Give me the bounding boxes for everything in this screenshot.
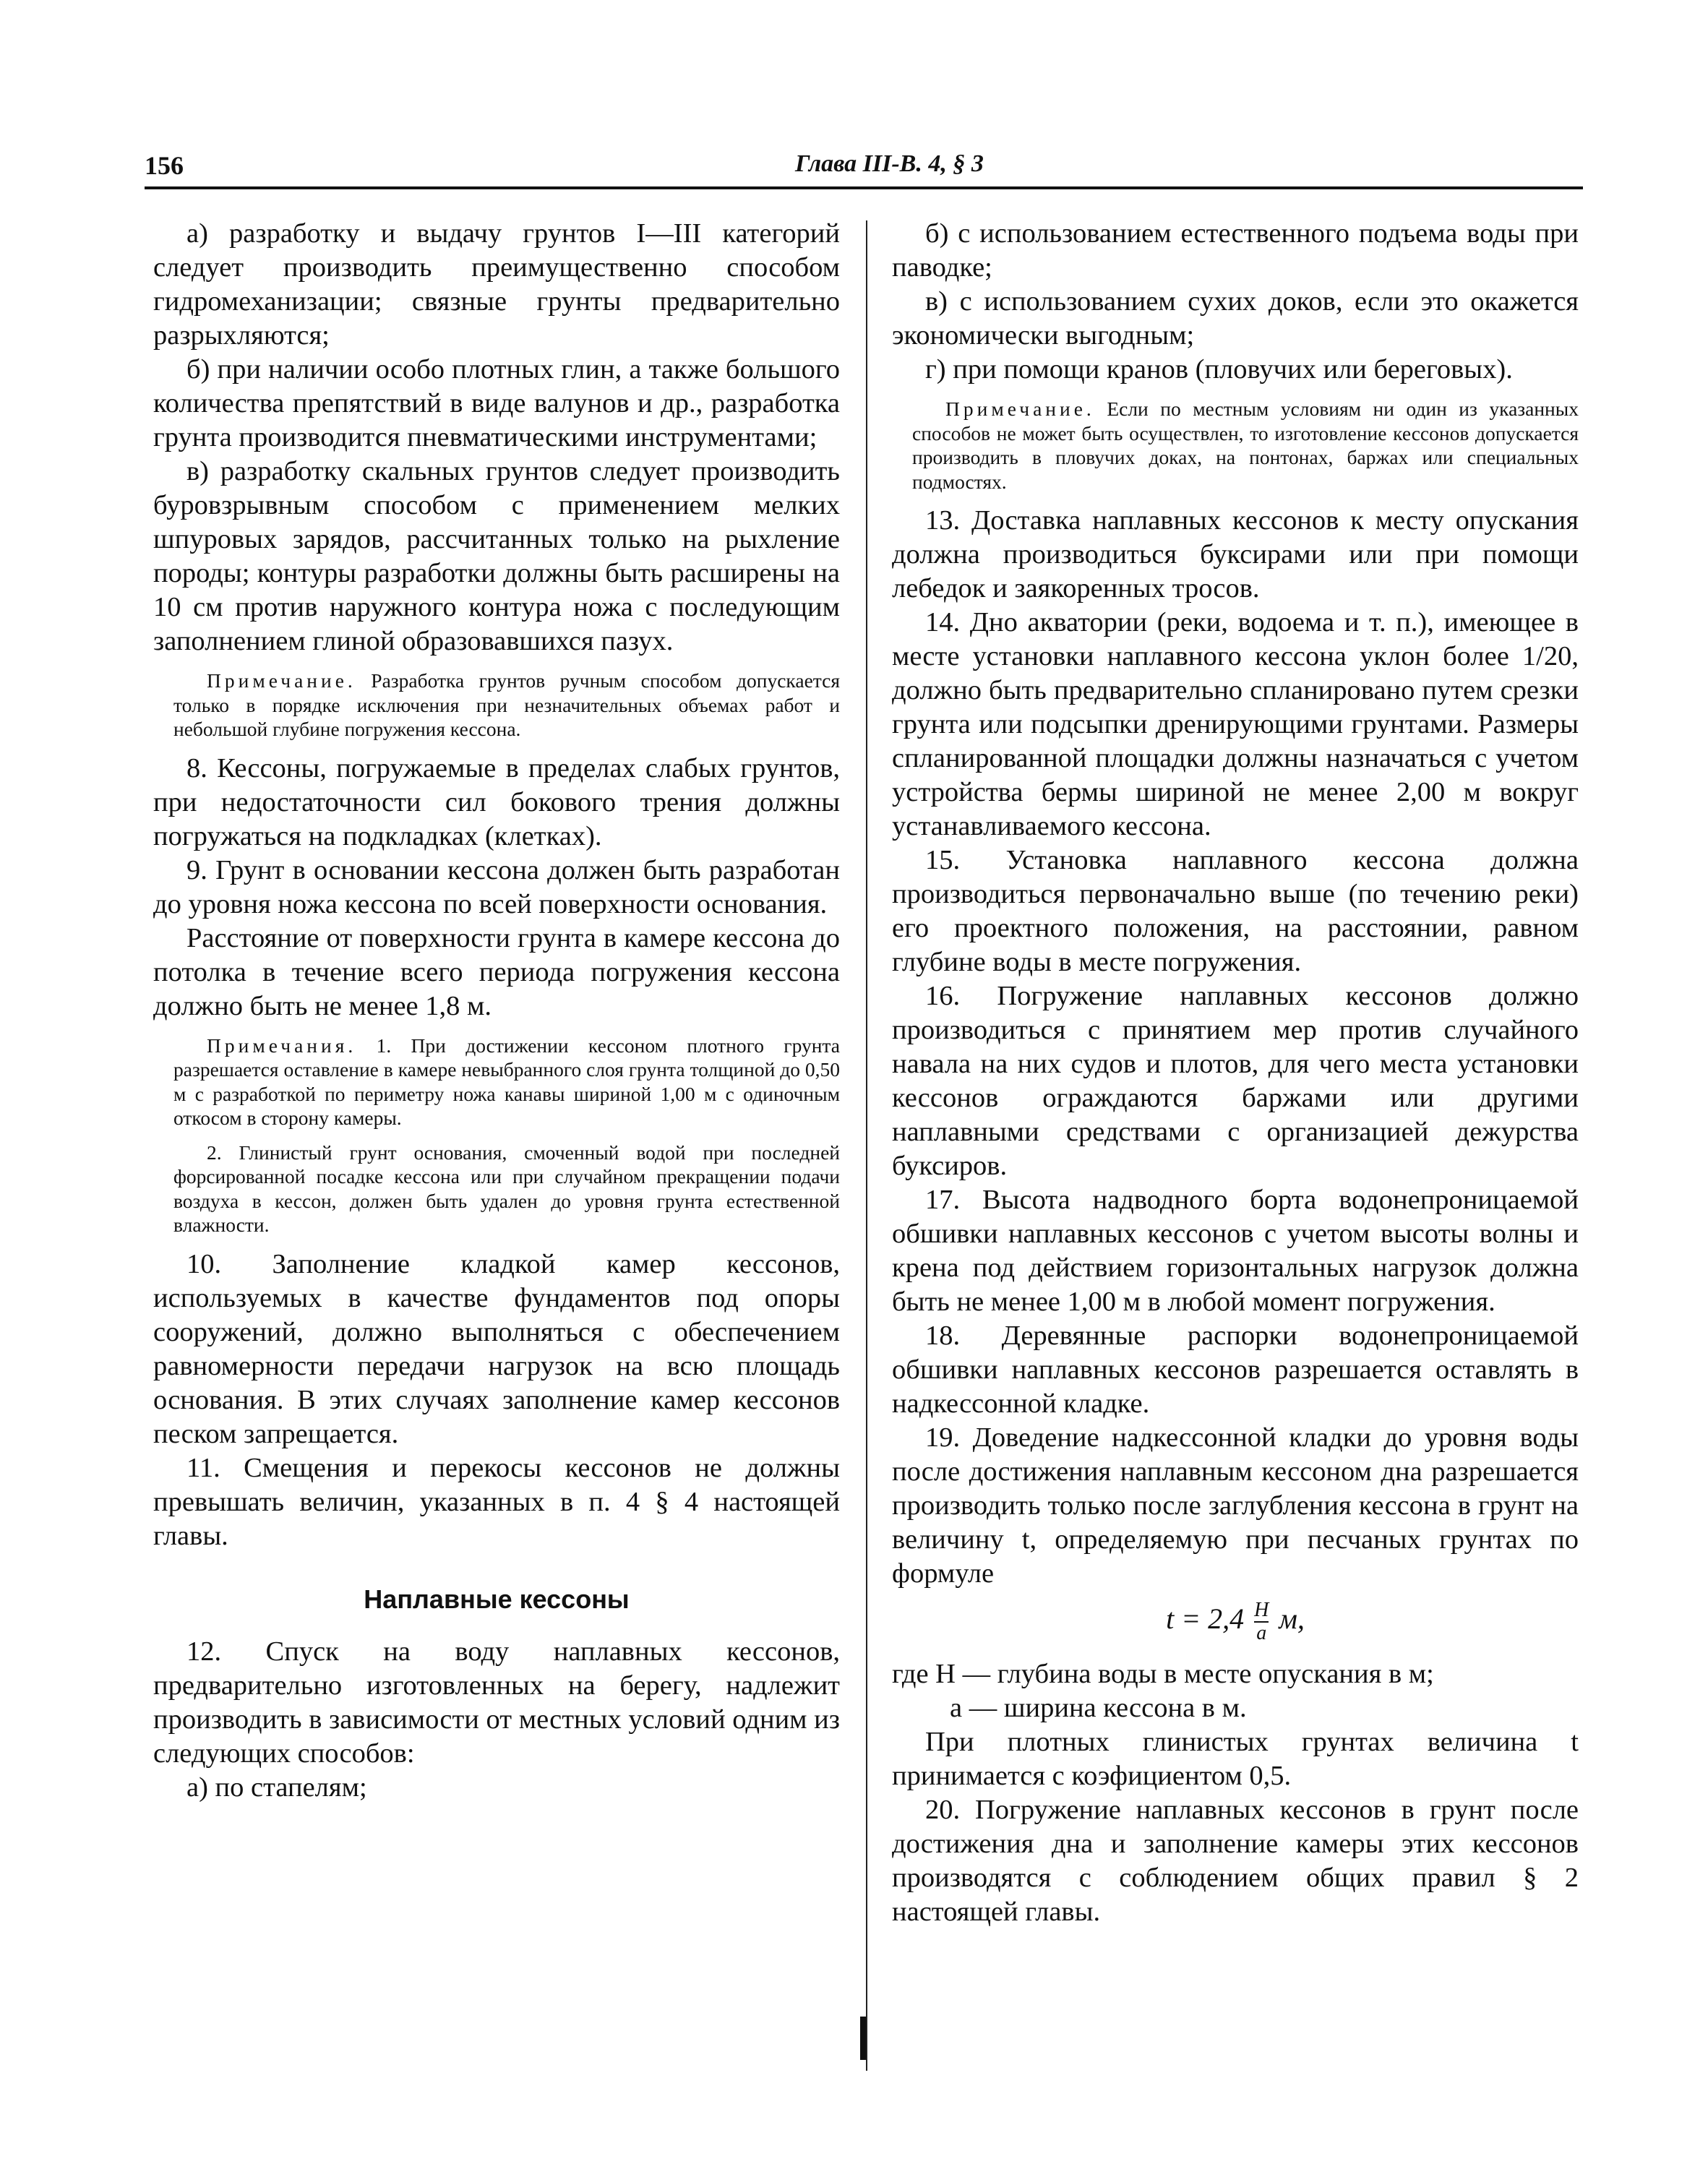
- margin-mark: [860, 2017, 866, 2060]
- paragraph: а) по стапелям;: [186, 1772, 367, 1803]
- paragraph: 13. Доставка наплавных кессонов к месту опускания должна производиться буксирами или при помощи лебедок и заякоренных тросов.: [892, 505, 1579, 604]
- paragraph: в) с использованием сухих доков, если это окажется экономически выгодным;: [892, 286, 1579, 351]
- paragraph: 12. Спуск на воду наплавных кессонов, предварительно изготовленных на берегу, надлежит производить в зависимости от местных условий одним из следующих способов:: [153, 1636, 840, 1769]
- paragraph: Расстояние от поверхности грунта в камере кессона до потолка в течение всего периода погружения кессона должно быть не менее 1,8 м.: [153, 922, 840, 1021]
- paragraph: 16. Погружение наплавных кессонов должно производиться с принятием мер против случайного навала на них судов и плотов, для чего места установки кессонов ограждаются баржами или другими наплавными средствами с организацией дежурства буксиров.: [892, 981, 1579, 1181]
- paragraph: 9. Грунт в основании кессона должен быть разработан до уровня ножа кессона по всей поверхности основания.: [153, 854, 840, 919]
- formula-fraction: [1254, 1600, 1269, 1644]
- paragraph: 10. Заполнение кладкой камер кессонов, используемых в качестве фундаментов под опоры сооружений, должно выполняться с обеспечением равномерности передачи нагрузок на всю площадь основания. В этих случаях заполнение камер кессонов песком запрещается.: [153, 1248, 840, 1449]
- paragraph: 15. Установка наплавного кессона должна производиться первоначально выше (по течению реки) его проектного положения, на расстоянии, равном глубине воды в месте погружения.: [892, 845, 1579, 977]
- paragraph: 17. Высота надводного борта водонепроницаемой обшивки наплавных кессонов с учетом высоты волны и крена под действием горизонтальных нагрузок должна быть не менее 1,00 м в любой момент погружения.: [892, 1185, 1579, 1317]
- note: 2. Глинистый грунт основания, смоченный водой при последней форсированной посадке кессона или при случайном прекращении подачи воздуха в кессон, должен быть удален до уровня грунта естественной влажности.: [173, 1141, 840, 1236]
- paragraph: 20. Погружение наплавных кессонов в грунт после достижения дна и заполнение камеры этих кессонов производятся с соблюдением общих правил § 2 настоящей главы.: [892, 1795, 1579, 1927]
- formula-lhs: t = 2,4: [1166, 1602, 1245, 1636]
- note-text: 1. При достижении кессоном плотного грунта разрешается оставление в камере невыбранного слоя грунта толщиной до 0,50 м с разработкой по периметру ножа канавы шириной 1,00 м с одиночным откосом в сторону камеры.: [173, 1034, 840, 1129]
- paragraph: г) при помощи кранов (пловучих или береговых).: [925, 354, 1513, 385]
- note-label: Примечание.: [207, 669, 356, 692]
- paragraph: в) разработку скальных грунтов следует производить буровзрывным способом с применением мелких шпуровых зарядов, рассчитанных только на рыхление породы; контуры разработки должны быть расширены на 10 см против наружного контура ножа с последующим заполнением глиной образовавшихся пазух.: [153, 456, 840, 656]
- formula-unit: м,: [1279, 1602, 1305, 1636]
- paragraph: 8. Кессоны, погружаемые в пределах слабых грунтов, при недостаточности сил бокового трения должны погружаться на подкладках (клетках).: [153, 752, 840, 851]
- page-number: 156: [145, 151, 184, 180]
- paragraph: б) с использованием естественного подъема воды при паводке;: [892, 218, 1579, 283]
- paragraph: 18. Деревянные распорки водонепроницаемой обшивки наплавных кессонов разрешается оставлять в надкессонной кладке.: [892, 1321, 1579, 1419]
- page-header: [145, 150, 1583, 179]
- formula-legend: a — ширина кессона в м.: [950, 1693, 1247, 1723]
- note: [153, 669, 840, 742]
- column-divider: [866, 220, 867, 2071]
- left-column: [153, 217, 840, 1805]
- formula-numerator: H: [1254, 1599, 1269, 1621]
- paragraph: 14. Дно акватории (реки, водоема и т. п.), имеющее в месте установки наплавного кессона уклон более 1/20, должно быть предварительно спланировано путем срезки грунта или подсыпки дренирующими грунтами. Размеры спланированной площадки должны назначаться с учетом устройства бермы шириной не менее 2,00 м вокруг устанавливаемого кессона.: [892, 607, 1579, 841]
- note-text: Разработка грунтов ручным способом допускается только в порядке исключения при незначительных объемах работ и небольшой глубине погружения кессона.: [173, 669, 840, 740]
- paragraph: а) разработку и выдачу грунтов I—III категорий следует производить преимущественно способом гидромеханизации; связные грунты предварительно разрыхляются;: [153, 218, 840, 351]
- formula-legend: где H — глубина воды в месте опускания в м;: [892, 1659, 1434, 1689]
- paragraph: 19. Доведение надкессонной кладки до уровня воды после достижения наплавным кессоном дна разрешается производить только после заглубления кессона в грунт на величину t, определяемую при песчаных грунтах по формуле: [892, 1422, 1579, 1589]
- note: [892, 397, 1579, 494]
- paragraph: б) при наличии особо плотных глин, а также большого количества препятствий в виде валунов и др., разработка грунта производится пневматическими инструментами;: [153, 354, 840, 452]
- note-text: Если по местным условиям ни один из указанных способов не может быть осуществлен, то изготовление кессонов допускается производить в пловучих доках, на понтонах, баржах или специальных подмостях.: [912, 398, 1579, 493]
- note-label: Примечания.: [207, 1034, 357, 1057]
- right-column: [892, 217, 1579, 1929]
- note: [153, 1034, 840, 1130]
- running-head: Глава III-В. 4, § 3: [795, 150, 984, 177]
- header-rule: [145, 186, 1583, 189]
- paragraph: 11. Смещения и перекосы кессонов не должны превышать величин, указанных в п. 4 § 4 настоящей главы.: [153, 1452, 840, 1551]
- formula: [892, 1600, 1579, 1644]
- paragraph: При плотных глинистых грунтах величина t принимается с коэфициентом 0,5.: [892, 1727, 1579, 1791]
- section-heading: Наплавные кессоны: [364, 1584, 630, 1614]
- note-label: Примечание.: [945, 398, 1095, 420]
- formula-denominator: a: [1254, 1621, 1269, 1644]
